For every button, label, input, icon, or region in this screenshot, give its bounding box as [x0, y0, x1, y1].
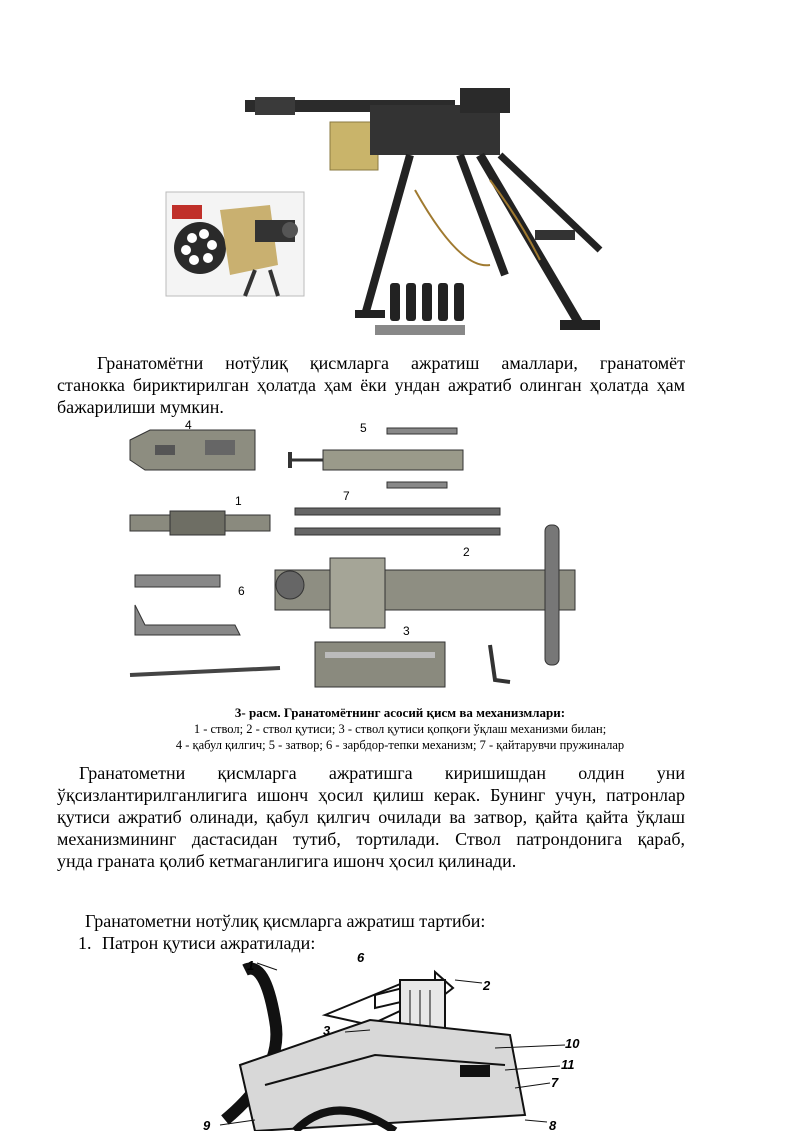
- box-label-8: 8: [549, 1118, 557, 1131]
- parts-diagram: [125, 420, 605, 700]
- paragraph-disassembly-conditions: [57, 352, 685, 418]
- part-trigger-mechanism: [135, 575, 240, 635]
- box-label-9: 9: [203, 1118, 211, 1131]
- cartridge-box-drawing: [195, 950, 615, 1131]
- part-cover: [315, 642, 510, 687]
- paragraph-line: Гранатометни қисмларга ажратишга киришишдан олдин уни: [79, 763, 685, 783]
- figure-caption: [100, 705, 700, 753]
- part-cleaning-rod: [130, 668, 280, 675]
- part-label-5: 5: [360, 421, 367, 435]
- part-label-7: 7: [343, 489, 350, 503]
- paragraph-line: Гранатомётни нотўлиқ қисмларга ажратиш амаллари, гранатомёт: [97, 353, 685, 373]
- caption-line: 1 - ствол; 2 - ствол қутиси; 3 - ствол қутиси қопқоғи ўқлаш механизми билан;: [193, 722, 607, 736]
- part-label-4: 4: [185, 420, 192, 432]
- part-barrel: [130, 511, 270, 535]
- part-label-6: 6: [238, 584, 245, 598]
- section-heading: Гранатометни нотўлиқ қисмларга ажратиш тартиби:: [85, 911, 486, 931]
- paragraph-line: унда граната қолиб кетмаганлигига ишонч ҳосил қилинади.: [57, 851, 517, 871]
- list-text: Патрон қутиси ажратилади:: [102, 933, 316, 953]
- inset-photo: [166, 192, 304, 296]
- box-label-1: 1: [247, 958, 255, 973]
- caption-line: 4 - қабул қилгич; 5 - затвор; 6 - зарбдор-тепки механизм; 7 - қайтарувчи пружиналар: [175, 738, 625, 752]
- grenades: [375, 283, 465, 335]
- part-springs: [295, 508, 500, 535]
- paragraph-line: ўқсизлантирилганлигига ишонч ҳосил қилиш керак. Бунинг учун, патронлар: [57, 785, 685, 805]
- grenade-launcher-photo: [160, 70, 610, 345]
- paragraph-safety-check: [57, 762, 685, 872]
- part-receiver: [130, 430, 255, 470]
- box-label-2: 2: [483, 978, 491, 993]
- box-label-6: 6: [357, 950, 365, 965]
- part-bolt: [288, 428, 463, 488]
- paragraph-line: механизмининг дастасидан тутиб, тортилади. Ствол патрондонига қараб,: [57, 829, 685, 849]
- box-label-7: 7: [551, 1075, 559, 1090]
- paragraph-line: станокка бириктирилган ҳолатда ҳам ёки ундан ажратиб олинган ҳолатда ҳам бажарилиши мумкин.: [57, 375, 685, 417]
- caption-title: 3- расм. Гранатомётнинг асосий қисм ва механизмлари:: [234, 705, 566, 720]
- paragraph-line: қутиси ажратиб олинади, қабул қилгич очилади ва затвор, қайта қайта ўқлаш: [57, 807, 685, 827]
- box-label-10: 10: [565, 1036, 580, 1051]
- box-label-3: 3: [323, 1023, 331, 1038]
- part-label-2: 2: [463, 545, 470, 559]
- box-label-11: 11: [561, 1057, 575, 1072]
- part-label-1: 1: [235, 494, 242, 508]
- list-number: 1.: [78, 933, 92, 953]
- part-label-3: 3: [403, 624, 410, 638]
